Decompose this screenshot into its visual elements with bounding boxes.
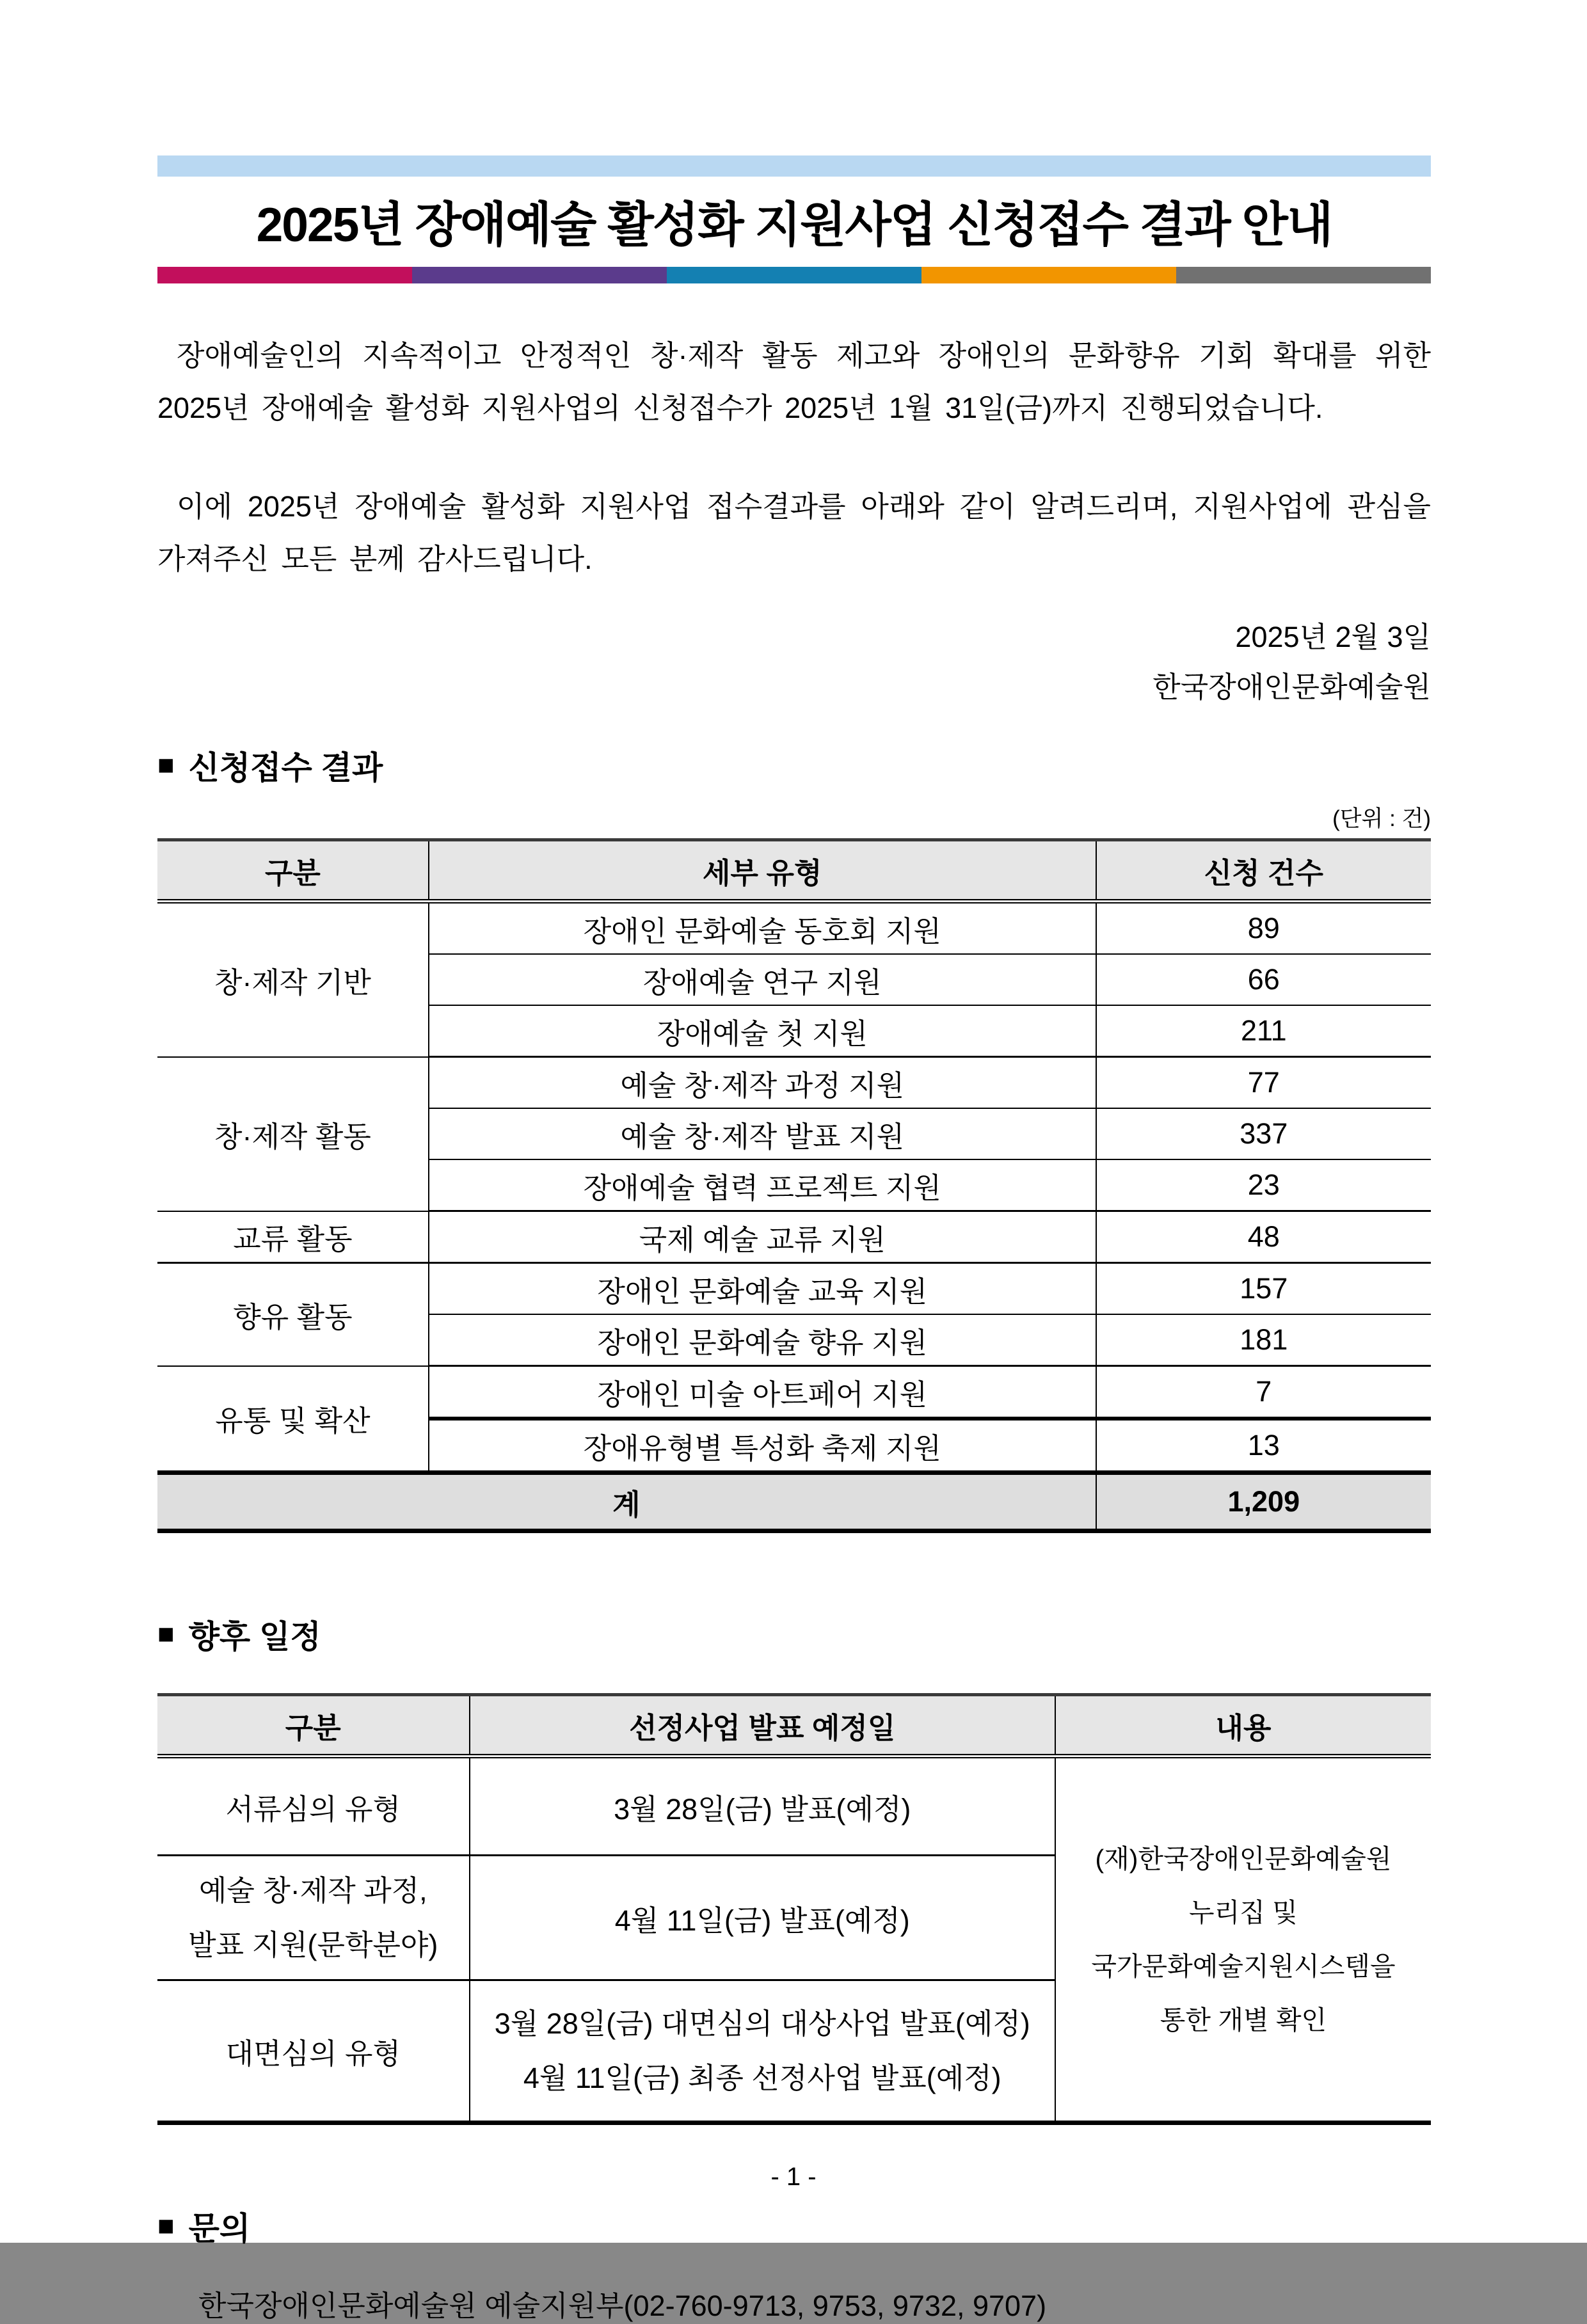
section-heading-inquiry (157, 2203, 1431, 2249)
subtype-cell: 장애인 문화예술 교육 지원 (429, 1263, 1096, 1315)
section-heading-schedule-label: 향후 일정 (188, 1619, 321, 1655)
subtype-cell: 국제 예술 교류 지원 (429, 1211, 1096, 1263)
count-cell: 181 (1096, 1314, 1431, 1366)
title-color-bar (157, 267, 1431, 283)
schedule-col-header-date: 선정사업 발표 예정일 (470, 1695, 1055, 1756)
subtype-cell: 장애예술 첫 지원 (429, 1005, 1096, 1057)
subtype-cell: 장애인 문화예술 향유 지원 (429, 1314, 1096, 1366)
count-cell: 211 (1096, 1005, 1431, 1057)
category-cell: 교류 활동 (157, 1211, 429, 1263)
subtype-cell: 예술 창·제작 발표 지원 (429, 1108, 1096, 1159)
schedule-date-line: 3월 28일(금) 대면심의 대상사업 발표(예정) (494, 2007, 1030, 2040)
color-bar-segment-orange (921, 267, 1176, 283)
schedule-table-header-row (157, 1695, 1431, 1756)
results-table-header-row (157, 840, 1431, 902)
category-cell: 향유 활동 (157, 1263, 429, 1366)
total-label-cell: 계 (157, 1473, 1096, 1531)
category-cell: 유통 및 확산 (157, 1366, 429, 1473)
schedule-date-cell: 4월 11일(금) 발표(예정) (470, 1856, 1055, 1980)
results-col-header-count: 신청 건수 (1096, 840, 1431, 902)
schedule-date-cell: 3월 28일(금) 발표(예정) (470, 1756, 1055, 1856)
intro-paragraph-2: 이에 2025년 장애예술 활성화 지원사업 접수결과를 아래와 같이 알려드리며, 지원사업에 관심을 가져주신 모든 분께 감사드립니다. (157, 489, 1431, 575)
unit-note: (단위 : 건) (1332, 806, 1431, 832)
square-bullet-icon: ■ (157, 1618, 175, 1650)
category-cell: 창·제작 기반 (157, 902, 429, 1057)
color-bar-segment-gray (1176, 267, 1431, 283)
subtype-cell: 장애예술 협력 프로젝트 지원 (429, 1159, 1096, 1211)
schedule-type-cell: 대면심의 유형 (225, 2037, 401, 2070)
table-row (157, 1211, 1431, 1263)
content-line: 국가문화예술지원시스템을 (1091, 1952, 1396, 1982)
square-bullet-icon: ■ (157, 749, 175, 781)
square-bullet-icon: ■ (157, 2210, 175, 2242)
organization-line: 한국장애인문화예술원 (1152, 671, 1431, 704)
schedule-table (157, 1693, 1431, 2125)
subtype-cell: 장애인 미술 아트페어 지원 (429, 1366, 1096, 1419)
category-cell: 창·제작 활동 (157, 1057, 429, 1211)
subtype-cell: 예술 창·제작 과정 지원 (429, 1057, 1096, 1109)
section-heading-schedule (157, 1611, 1431, 1657)
count-cell: 23 (1096, 1159, 1431, 1211)
table-row (157, 1263, 1431, 1315)
subtype-cell: 장애예술 연구 지원 (429, 954, 1096, 1005)
color-bar-segment-blue (667, 267, 921, 283)
schedule-content-cell (1055, 1756, 1431, 2123)
color-bar-segment-purple (412, 267, 667, 283)
count-cell: 157 (1096, 1263, 1431, 1315)
schedule-type-cell (157, 1856, 470, 1980)
table-row (157, 902, 1431, 955)
table-row (157, 1756, 1431, 1856)
count-cell: 66 (1096, 954, 1431, 1005)
schedule-col-header-category: 구분 (157, 1695, 470, 1756)
content-line: (재)한국장애인문화예술원 (1095, 1843, 1392, 1874)
schedule-type-line: 발표 지원(문학분야) (188, 1929, 438, 1962)
count-cell: 48 (1096, 1211, 1431, 1263)
total-row (157, 1473, 1431, 1531)
schedule-col-header-content: 내용 (1055, 1695, 1431, 1756)
results-col-header-subtype: 세부 유형 (429, 840, 1096, 902)
schedule-type-line: 예술 창·제작 과정, (198, 1874, 427, 1907)
signature-block (157, 612, 1431, 713)
section-heading-inquiry-label: 문의 (188, 2211, 251, 2247)
count-cell: 7 (1096, 1366, 1431, 1419)
intro-paragraph-1: 장애예술인의 지속적이고 안정적인 창·제작 활동 제고와 장애인의 문화향유 기회 확대를 위한 2025년 장애예술 활성화 지원사업의 신청접수가 2025년 1월 31일(금)까지 진행되었습니다. (157, 339, 1431, 424)
content-line: 통한 개별 확인 (1160, 2005, 1327, 2035)
count-cell: 13 (1096, 1419, 1431, 1473)
content-line: 누리집 및 (1189, 1898, 1298, 1928)
schedule-type-cell: 서류심의 유형 (157, 1756, 470, 1856)
total-value-cell: 1,209 (1096, 1473, 1431, 1531)
count-cell: 77 (1096, 1057, 1431, 1109)
contact-line: 한국장애인문화예술원 예술지원부(02-760-9713, 9753, 9732, 9707) (198, 2289, 1047, 2323)
color-bar-segment-magenta (157, 267, 412, 283)
count-cell: 337 (1096, 1108, 1431, 1159)
top-accent-bar (157, 155, 1431, 177)
page-title: 2025년 장애예술 활성화 지원사업 신청접수 결과 안내 (256, 198, 1332, 251)
schedule-date-line: 4월 11일(금) 최종 선정사업 발표(예정) (523, 2062, 1001, 2095)
results-table (157, 838, 1431, 1533)
table-row (157, 1057, 1431, 1109)
subtype-cell: 장애유형별 특성화 축제 지원 (429, 1419, 1096, 1473)
section-heading-results-label: 신청접수 결과 (188, 750, 383, 786)
date-line: 2025년 2월 3일 (1235, 620, 1431, 653)
results-col-header-category: 구분 (157, 840, 429, 902)
subtype-cell: 장애인 문화예술 동호회 지원 (429, 902, 1096, 955)
count-cell: 89 (1096, 902, 1431, 955)
page-number: - 1 - (770, 2163, 817, 2191)
table-row (157, 1366, 1431, 1419)
schedule-date-cell (470, 1980, 1055, 2123)
section-heading-results (157, 742, 1431, 788)
